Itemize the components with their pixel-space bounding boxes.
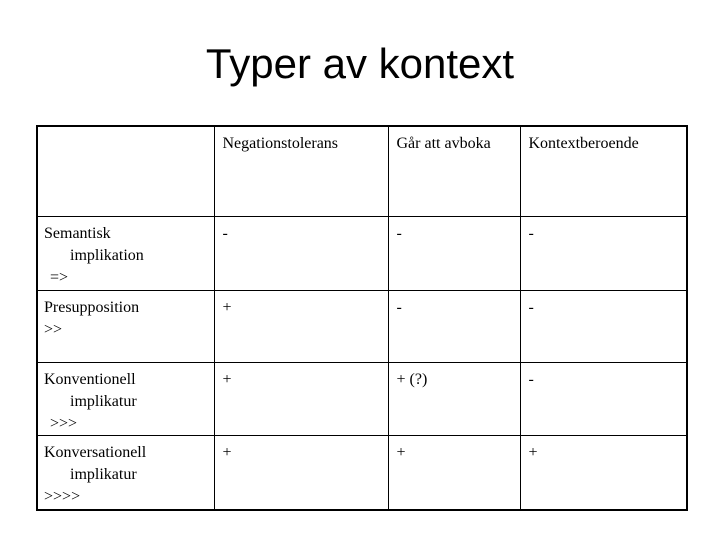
row-label-symbol: >>>> — [44, 487, 81, 505]
row-label-line: Konversationell — [44, 443, 147, 461]
slide-title: Typer av kontext — [205, 40, 515, 87]
table-row — [37, 362, 687, 435]
table-cell: - — [214, 216, 388, 290]
row-label-line: implikatur — [70, 392, 137, 410]
table-cell: - — [520, 216, 687, 290]
table-header-row — [37, 126, 687, 216]
context-types-table — [36, 125, 688, 511]
table-cell: + — [214, 362, 388, 435]
row-label — [37, 216, 214, 290]
table-cell: - — [520, 362, 687, 435]
row-label-symbol: >>> — [50, 414, 78, 432]
table-row — [37, 216, 687, 290]
header-corner-cell — [37, 126, 214, 216]
header-gar-att-avboka: Går att avboka — [388, 126, 520, 216]
header-negationstolerans: Negationstolerans — [214, 126, 388, 216]
table-cell: - — [388, 290, 520, 362]
table-cell: + — [214, 435, 388, 510]
row-label-symbol: >> — [44, 320, 63, 338]
table-cell: + (?) — [388, 362, 520, 435]
row-label — [37, 362, 214, 435]
row-label-line: implikatur — [70, 465, 137, 483]
table-cell: + — [520, 435, 687, 510]
row-label-line: Semantisk — [44, 224, 111, 242]
table-cell: + — [388, 435, 520, 510]
row-label-line: Konventionell — [44, 370, 136, 388]
row-label — [37, 290, 214, 362]
row-label-line: implikation — [70, 246, 144, 264]
row-label — [37, 435, 214, 510]
row-label-line: Presupposition — [44, 298, 140, 316]
table-row — [37, 290, 687, 362]
table-cell: - — [520, 290, 687, 362]
table-row — [37, 435, 687, 510]
row-label-symbol: => — [50, 268, 69, 286]
table-cell: - — [388, 216, 520, 290]
header-kontextberoende: Kontextberoende — [520, 126, 687, 216]
table-cell: + — [214, 290, 388, 362]
